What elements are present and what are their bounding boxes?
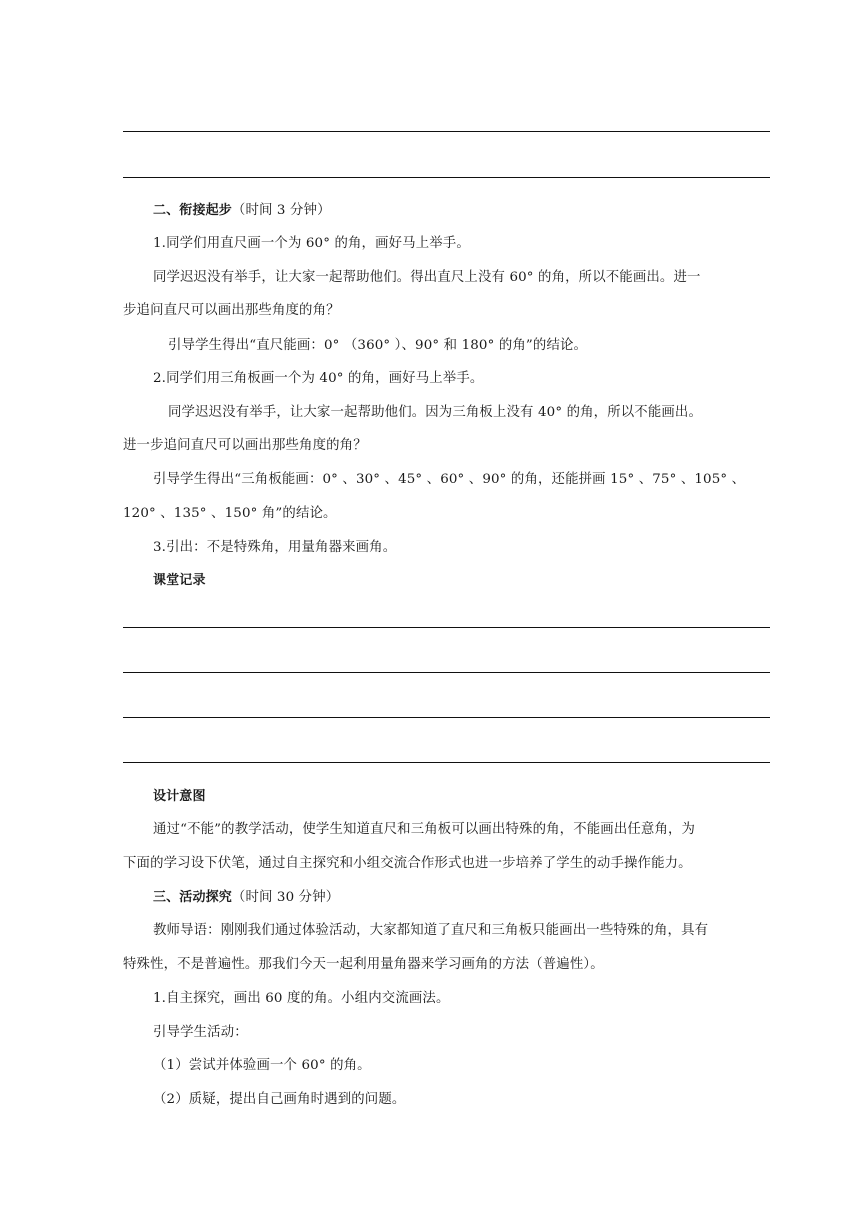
- paragraph: （1）尝试并体验画一个 60° 的角。: [153, 1058, 371, 1073]
- paragraph: 1.自主探究，画出 60 度的角。小组内交流画法。: [153, 991, 450, 1006]
- writing-line: [123, 177, 770, 178]
- paragraph: 引导学生活动：: [153, 1025, 248, 1040]
- section-heading: [153, 202, 331, 219]
- heading-time: （时间 3 分钟）: [231, 203, 331, 218]
- paragraph: 3.引出：不是特殊角，用量角器来画角。: [153, 540, 397, 555]
- paragraph: 引导学生得出“直尺能画：0° （360° ）、90° 和 180° 的角”的结论。: [168, 338, 588, 353]
- paragraph: （2）质疑，提出自己画角时遇到的问题。: [153, 1092, 406, 1107]
- writing-line: [123, 762, 770, 763]
- paragraph: 1.同学们用直尺画一个为 60° 的角，画好马上举手。: [153, 236, 470, 251]
- paragraph: 同学迟迟没有举手，让大家一起帮助他们。因为三角板上没有 40° 的角，所以不能画出。: [168, 405, 702, 420]
- writing-line: [123, 717, 770, 718]
- writing-line: [123, 627, 770, 628]
- heading-title: 三、活动探究: [153, 890, 232, 905]
- paragraph: 通过“不能”的教学活动，使学生知道直尺和三角板可以画出特殊的角，不能画出任意角，为: [153, 822, 696, 837]
- paragraph: 特殊性，不是普遍性。那我们今天一起利用量角器来学习画角的方法（普遍性）。: [123, 957, 604, 972]
- paragraph: 步追问直尺可以画出那些角度的角？: [123, 303, 340, 318]
- writing-line: [123, 131, 770, 132]
- paragraph: 进一步追问直尺可以画出那些角度的角？: [123, 438, 367, 453]
- paragraph: 教师导语：刚刚我们通过体验活动，大家都知道了直尺和三角板只能画出一些特殊的角，具有: [153, 923, 709, 938]
- record-heading: 课堂记录: [153, 573, 206, 588]
- heading-time: （时间 30 分钟）: [231, 890, 340, 905]
- paragraph: 引导学生得出“三角板能画：0° 、30° 、45° 、60° 、90° 的角，还能拼画 15° 、75° 、105° 、: [153, 472, 746, 487]
- writing-line: [123, 672, 770, 673]
- paragraph: 下面的学习设下伏笔，通过自主探究和小组交流合作形式也进一步培养了学生的动手操作能力。: [123, 856, 692, 871]
- heading-title: 二、衔接起步: [153, 203, 232, 218]
- paragraph: 同学迟迟没有举手，让大家一起帮助他们。得出直尺上没有 60° 的角，所以不能画出。进一: [153, 270, 701, 285]
- paragraph: 2.同学们用三角板画一个为 40° 的角，画好马上举手。: [153, 371, 484, 386]
- section-heading: [153, 889, 339, 906]
- design-heading: 设计意图: [153, 789, 206, 804]
- paragraph: 120° 、135° 、150° 角”的结论。: [123, 506, 337, 521]
